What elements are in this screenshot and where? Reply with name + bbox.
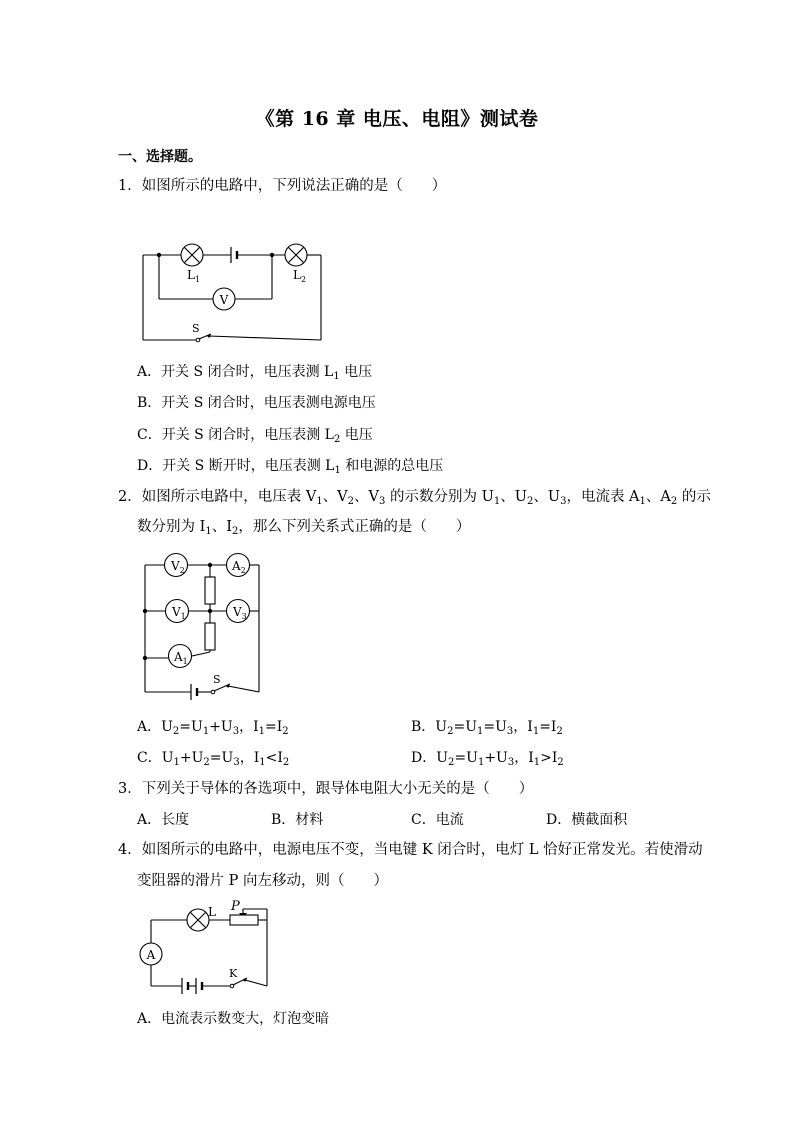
question-4-option-a: A．电流表示数变大，灯泡变暗 (137, 1011, 330, 1027)
voltmeter-label: V (219, 293, 229, 307)
question-1-option-d: D．开关 S 断开时，电压表测 $L_1$ 和电源的总电压 (137, 458, 444, 476)
section-heading: 一、选择题。 (118, 149, 202, 165)
rheostat-icon (230, 915, 258, 925)
question-1-text: 1．如图所示的电路中，下列说法正确的是（ ） (118, 178, 447, 194)
ammeter-a1-label: $A_1$ (174, 650, 188, 666)
question-1-option-c: C．开关 S 闭合时，电压表测 $L_2$ 电压 (137, 427, 373, 445)
voltmeter-v1-label: $V_1$ (172, 605, 186, 621)
question-3-option-a: A．长度 (137, 812, 190, 828)
lamp-label: L (208, 905, 216, 919)
question-2-option-c: C．$U_1+U_2=U_3$，$I_1<I_2$ (137, 750, 290, 768)
question-1-option-b: B．开关 S 闭合时，电压表测电源电压 (137, 395, 376, 411)
question-3-text: 3．下列关于导体的各选项中，跟导体电阻大小无关的是（ ） (118, 781, 534, 797)
question-2-option-d: D．$U_2=U_1+U_3$，$I_1>I_2$ (411, 750, 564, 768)
question-2-option-a: A．$U_2=U_1+U_3$，$I_1=I_2$ (137, 719, 289, 737)
question-1-option-a: A．开关 S 闭合时，电压表测 $L_1$ 电压 (137, 364, 373, 382)
switch-label: K (229, 967, 238, 980)
switch-label: S (213, 673, 221, 686)
lamp-l1-label: $L_1$ (187, 268, 201, 284)
question-4-text-line-2: 变阻器的滑片 P 向左移动，则（ ） (137, 873, 388, 889)
switch-label: S (192, 322, 200, 335)
page-title: 《第 16 章 电压、电阻》测试卷 (255, 108, 539, 130)
voltmeter-v3-label: $V_3$ (233, 605, 247, 621)
ammeter-a2-label: $A_2$ (232, 559, 246, 575)
question-3-option-c: C．电流 (411, 812, 464, 828)
lamp-l2-label: $L_2$ (293, 268, 307, 284)
question-2-text-line-1: 2．如图所示电路中，电压表 $V_1$、$V_2$、$V_3$ 的示数分别为 $U_1$、$U_2$、$U_3$，电流表 $A_1$、$A_2$ 的示 (118, 489, 711, 507)
question-2-text-line-2: 数分别为 $I_1$、$I_2$，那么下列关系式正确的是（ ） (137, 519, 471, 537)
voltmeter-v2-label: $V_2$ (171, 559, 185, 575)
slider-label: P (231, 899, 240, 914)
question-4-text-line-1: 4．如图所示的电路中，电源电压不变，当电键 K 闭合时，电灯 L 恰好正常发光。若使滑动 (118, 842, 703, 858)
question-3-option-b: B．材料 (271, 812, 324, 828)
question-2-option-b: B．$U_2=U_1=U_3$，$I_1=I_2$ (411, 719, 563, 737)
lamp-icon (187, 909, 209, 931)
question-3-option-d: D．横截面积 (546, 812, 628, 828)
ammeter-label: A (146, 948, 156, 962)
